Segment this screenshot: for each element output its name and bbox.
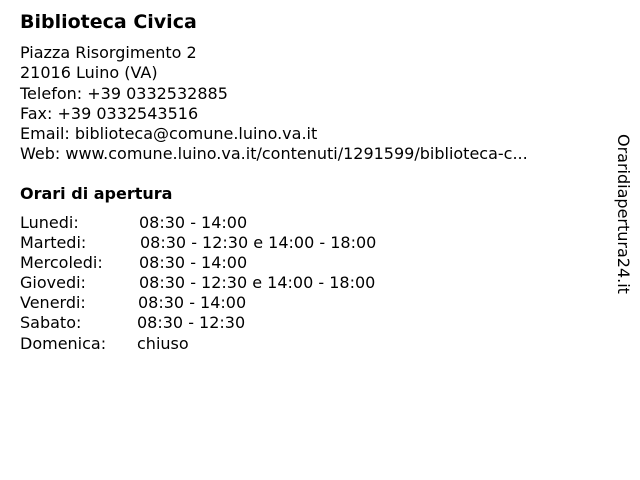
day-label: Sabato:	[20, 313, 82, 333]
site-watermark: Oraridiapertura24.it	[614, 134, 633, 294]
day-label: Giovedi:	[20, 273, 86, 293]
fax-number: Fax: +39 0332543516	[20, 103, 199, 123]
website-link[interactable]: Web: www.comune.luino.va.it/contenuti/1291599/biblioteca-c...	[20, 144, 528, 164]
time-value: chiuso	[137, 333, 189, 353]
address-city: 21016 Luino (VA)	[20, 63, 158, 83]
library-name: Biblioteca Civica	[20, 11, 197, 33]
day-label: Martedi:	[20, 233, 87, 253]
opening-hours-title: Orari di apertura	[20, 184, 173, 203]
time-value: 08:30 - 14:00	[139, 213, 248, 232]
time-value: 08:30 - 12:30 e 14:00 - 18:00	[139, 273, 376, 293]
contact-info	[20, 43, 528, 165]
day-label: Lunedi:	[20, 213, 79, 232]
day-label: Mercoledi:	[20, 253, 103, 273]
time-value: 08:30 - 12:30 e 14:00 - 18:00	[140, 233, 377, 253]
address-street: Piazza Risorgimento 2	[20, 43, 197, 62]
email-address: Email: biblioteca@comune.luino.va.it	[20, 124, 318, 144]
day-label: Venerdi:	[20, 293, 86, 313]
day-label: Domenica:	[20, 333, 107, 353]
time-value: 08:30 - 12:30	[137, 313, 246, 333]
time-value: 08:30 - 14:00	[139, 253, 248, 273]
phone-number: Telefon: +39 0332532885	[20, 83, 228, 103]
time-value: 08:30 - 14:00	[138, 293, 247, 313]
